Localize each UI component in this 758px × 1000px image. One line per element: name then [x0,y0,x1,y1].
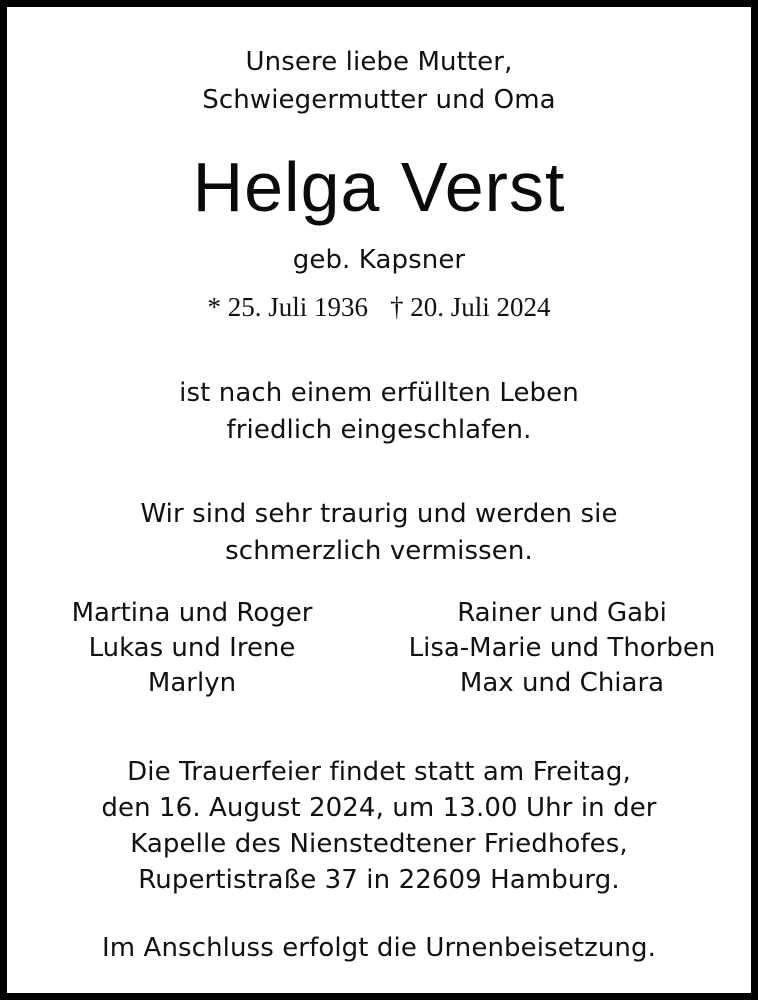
message-2-line-1: Wir sind sehr traurig und werden sie [140,499,618,529]
life-dates [7,290,751,324]
mourner-entry: Max und Chiara [459,668,665,698]
message-1-line-2: friedlich eingeschlafen. [226,415,532,445]
funeral-line-2: den 16. August 2024, um 13.00 Uhr in der [101,793,657,823]
death-date: † 20. Juli 2024 [390,292,551,322]
closing-line: Im Anschluss erfolgt die Urnenbeisetzung. [102,933,656,963]
funeral-line-3: Kapelle des Nienstedtener Friedhofes, [130,829,628,859]
mourner-entry: Marlyn [147,668,237,698]
mourners-left-column [47,596,337,701]
deceased-name: Helga Verst [192,148,566,226]
mourners-right-column [387,596,737,701]
mourner-entry: Rainer und Gabi [457,598,667,628]
message-2-line-2: schmerzlich vermissen. [225,536,533,566]
funeral-line-1: Die Trauerfeier findet statt am Freitag, [127,757,631,787]
mourner-entry: Martina und Roger [71,598,313,628]
mourner-entry: Lukas und Irene [88,633,296,663]
intro-line-2: Schwiegermutter und Oma [202,85,556,115]
birth-name: geb. Kapsner [292,245,466,275]
intro-line-1: Unsere liebe Mutter, [245,47,513,77]
birth-date: * 25. Juli 1936 [207,292,368,322]
mourner-entry: Lisa-Marie und Thorben [408,633,716,663]
funeral-line-4: Rupertistraße 37 in 22609 Hamburg. [138,865,620,895]
message-1-line-1: ist nach einem erfüllten Leben [179,378,579,408]
